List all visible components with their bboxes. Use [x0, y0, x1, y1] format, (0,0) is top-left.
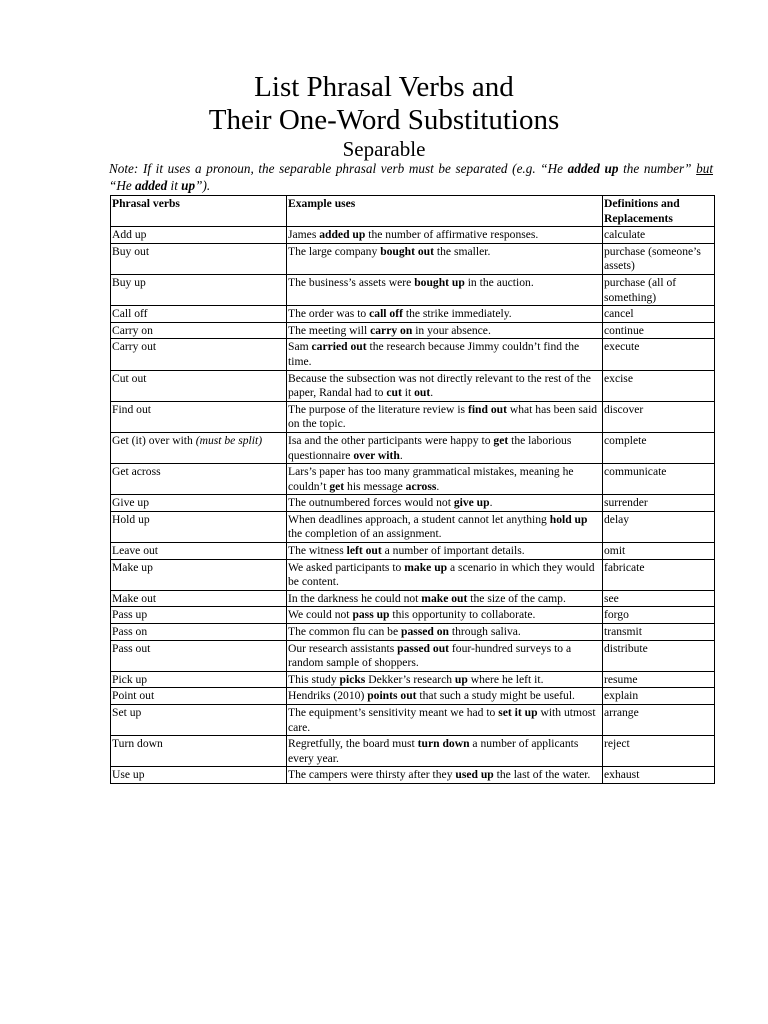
definition-cell: discover: [603, 401, 715, 432]
example-use-cell-segment: find out: [467, 402, 507, 416]
example-use-cell: [287, 559, 603, 590]
phrasal-verb-cell: [111, 339, 287, 370]
table-row: [111, 243, 715, 274]
page-title-line-1: List Phrasal Verbs and: [254, 71, 514, 103]
table-row: [111, 688, 715, 705]
note-underlined-but: but: [696, 161, 714, 176]
example-use-cell-segment: We asked participants to: [288, 560, 405, 574]
table-row: [111, 640, 715, 671]
example-use-cell-segment: the size of the camp.: [467, 591, 566, 605]
example-use-cell-segment: with utmost care.: [288, 706, 596, 734]
phrasal-verb-cell-segment: Buy up: [112, 275, 146, 289]
definition-cell: transmit: [603, 624, 715, 641]
example-use-cell-segment: this opportunity to collaborate.: [389, 608, 536, 622]
definition-cell: execute: [603, 339, 715, 370]
phrasal-verb-cell-segment: Add up: [112, 228, 147, 242]
table-row: [111, 339, 715, 370]
example-use-cell: [287, 322, 603, 339]
example-use-cell-segment: In the darkness he could not: [288, 591, 422, 605]
example-use-cell: [287, 705, 603, 736]
example-use-cell: [287, 624, 603, 641]
phrasal-verb-cell-segment: Give up: [112, 496, 150, 510]
phrasal-verb-cell: [111, 705, 287, 736]
example-use-cell-segment: the completion of an assignment.: [288, 527, 442, 541]
phrasal-verb-cell: [111, 401, 287, 432]
example-use-cell: [287, 274, 603, 305]
example-use-cell: [287, 511, 603, 542]
phrasal-verb-cell-segment: Set up: [112, 706, 142, 719]
phrasal-verb-cell: [111, 511, 287, 542]
phrasal-verb-cell: [111, 274, 287, 305]
example-use-cell-segment: set it up: [498, 706, 538, 719]
example-use-cell-segment: We could not: [288, 608, 353, 622]
example-use-cell-segment: .: [489, 496, 493, 510]
example-use-cell-segment: bought out: [380, 244, 434, 258]
example-use-cell-segment: bought up: [414, 275, 465, 289]
example-use-cell-segment: Lars’s paper has too many grammatical mistakes, meaning he couldn’t: [288, 465, 574, 493]
example-use-cell-segment: what has been said on the topic.: [288, 402, 598, 431]
example-use-cell-segment: Because the subsection was not directly relevant to the rest of the paper, Randal had to: [288, 371, 591, 400]
table-row: [111, 495, 715, 512]
example-use-cell: [287, 607, 603, 624]
phrasal-verb-cell: [111, 640, 287, 671]
example-use-cell: [287, 306, 603, 323]
example-use-cell-segment: Dekker’s research: [365, 672, 455, 686]
note-bold-added: added: [135, 177, 168, 193]
header-example-uses: Example uses: [287, 196, 603, 227]
example-use-cell-segment: four-hundred surveys to a random sample of shoppers.: [288, 641, 572, 670]
phrasal-verb-cell-segment: Use up: [112, 768, 145, 782]
definition-cell: distribute: [603, 640, 715, 671]
phrasal-verb-cell: [111, 464, 287, 495]
table-body: [111, 227, 715, 784]
definition-cell: fabricate: [603, 559, 715, 590]
definition-cell: surrender: [603, 495, 715, 512]
phrasal-verb-cell: [111, 736, 287, 767]
example-use-cell-segment: make out: [421, 591, 468, 605]
phrasal-verb-cell-segment: Hold up: [112, 512, 150, 526]
definition-cell: reject: [603, 736, 715, 767]
example-use-cell-segment: get: [493, 433, 509, 447]
example-use-cell: [287, 767, 603, 784]
example-use-cell: [287, 227, 603, 244]
table-row: [111, 671, 715, 688]
example-use-cell-segment: the research because Jimmy couldn’t find the time.: [288, 340, 580, 368]
note-text-mid-2: “He: [109, 177, 136, 193]
example-use-cell-segment: Our research assistants: [288, 641, 398, 655]
example-use-cell: [287, 432, 603, 463]
example-use-cell: [287, 243, 603, 274]
example-use-cell: [287, 370, 603, 401]
example-use-cell-segment: in the auction.: [464, 275, 534, 289]
phrasal-verb-cell-segment: Pass on: [112, 625, 148, 639]
phrasal-verb-cell-segment: Get (it) over with: [112, 433, 196, 447]
note-text-mid-1: the number”: [618, 161, 697, 176]
table-row: [111, 607, 715, 624]
header-definitions: Definitions and Replacements: [603, 196, 715, 227]
phrasal-verb-cell: [111, 243, 287, 274]
example-use-cell: [287, 590, 603, 607]
example-use-cell-segment: the last of the water.: [493, 768, 591, 782]
phrasal-verb-cell: [111, 607, 287, 624]
example-use-cell-segment: hold up: [549, 512, 588, 526]
definition-cell: communicate: [603, 464, 715, 495]
definition-cell: see: [603, 590, 715, 607]
example-use-cell-segment: The purpose of the literature review is: [288, 402, 468, 416]
example-use-cell-segment: James: [288, 228, 320, 242]
phrasal-verb-cell-segment: Call off: [112, 307, 148, 321]
example-use-cell-segment: a scenario in which they would be content.: [288, 560, 595, 589]
definition-cell: forgo: [603, 607, 715, 624]
table-row: [111, 274, 715, 305]
definition-cell: purchase (all of something): [603, 274, 715, 305]
example-use-cell-segment: Sam: [288, 340, 312, 354]
example-use-cell-segment: a number of applicants every year.: [288, 737, 579, 765]
example-use-cell-segment: that such a study might be useful.: [416, 689, 575, 703]
example-use-cell: [287, 543, 603, 560]
example-use-cell-segment: the number of affirmative responses.: [365, 228, 539, 242]
example-use-cell-segment: This study: [288, 672, 340, 686]
phrasal-verb-cell-segment: Pass up: [112, 608, 148, 622]
header-phrasal-verbs: Phrasal verbs: [111, 196, 287, 227]
definition-cell: continue: [603, 322, 715, 339]
example-use-cell-segment: pass up: [352, 608, 390, 622]
example-use-cell-segment: left out: [346, 544, 382, 558]
table-row: [111, 543, 715, 560]
definition-cell: cancel: [603, 306, 715, 323]
phrasal-verbs-table: [110, 195, 715, 784]
phrasal-verb-cell-segment: Turn down: [112, 737, 163, 751]
definition-cell: complete: [603, 432, 715, 463]
table-row: [111, 401, 715, 432]
example-use-cell-segment: The business’s assets were: [288, 275, 415, 289]
table-row: [111, 736, 715, 767]
definition-cell: delay: [603, 511, 715, 542]
example-use-cell-segment: added up: [319, 228, 366, 242]
example-use-cell-segment: .: [436, 479, 440, 493]
example-use-cell-segment: the laborious questionnaire: [288, 433, 572, 462]
phrasal-verb-cell-segment: Cut out: [112, 371, 147, 385]
phrasal-verb-cell-segment: Pick up: [112, 672, 148, 686]
example-use-cell-segment: over with: [353, 448, 400, 462]
section-heading: Separable: [342, 137, 426, 161]
example-use-cell-segment: turn down: [417, 737, 470, 751]
example-use-cell-segment: the strike immediately.: [402, 307, 512, 321]
table-row: [111, 590, 715, 607]
table-row: [111, 511, 715, 542]
usage-note: [109, 161, 713, 194]
example-use-cell-segment: call off: [369, 307, 403, 321]
example-use-cell-segment: across: [405, 479, 437, 493]
example-use-cell-segment: The witness: [288, 544, 347, 558]
note-bold-added-up: added up: [567, 161, 619, 176]
phrasal-verb-cell-segment: Buy out: [112, 244, 150, 258]
phrasal-verb-cell: [111, 306, 287, 323]
example-use-cell-segment: passed on: [401, 625, 450, 639]
example-use-cell-segment: .: [399, 448, 403, 462]
phrasal-verb-cell: [111, 370, 287, 401]
example-use-cell-segment: a number of important details.: [381, 544, 525, 558]
example-use-cell-segment: picks: [339, 672, 366, 686]
example-use-cell: [287, 671, 603, 688]
phrasal-verb-cell-segment: Carry out: [112, 340, 157, 354]
table-row: [111, 705, 715, 736]
example-use-cell: [287, 736, 603, 767]
definition-cell: arrange: [603, 705, 715, 736]
phrasal-verb-cell-segment: Get across: [112, 465, 161, 479]
phrasal-verb-cell-segment: Find out: [112, 402, 151, 416]
example-use-cell-segment: make up: [404, 560, 448, 574]
phrasal-verb-cell: [111, 495, 287, 512]
example-use-cell-segment: where he left it.: [467, 672, 544, 686]
phrasal-verb-cell: [111, 590, 287, 607]
table-header-row: [111, 196, 715, 227]
phrasal-verb-cell-segment: Make up: [112, 560, 153, 574]
note-text-intro: Note: If it uses a pronoun, the separable phrasal verb must be separated (e.g. “He: [109, 161, 568, 176]
example-use-cell: [287, 464, 603, 495]
example-use-cell-segment: The outnumbered forces would not: [288, 496, 454, 510]
definition-cell: omit: [603, 543, 715, 560]
example-use-cell-segment: the smaller.: [434, 244, 491, 258]
phrasal-verb-cell-segment: Make out: [112, 591, 157, 605]
definition-cell: purchase (someone’s assets): [603, 243, 715, 274]
example-use-cell-segment: his message: [344, 479, 406, 493]
example-use-cell: [287, 495, 603, 512]
note-text-mid-3: it: [167, 177, 182, 193]
page-title-line-2: Their One-Word Substitutions: [208, 104, 560, 136]
phrasal-verb-cell: [111, 767, 287, 784]
table-row: [111, 464, 715, 495]
example-use-cell-segment: used up: [455, 768, 494, 782]
phrasal-verb-cell: [111, 688, 287, 705]
phrasal-verb-cell: [111, 543, 287, 560]
table-row: [111, 432, 715, 463]
example-use-cell: [287, 688, 603, 705]
example-use-cell-segment: get: [329, 479, 345, 493]
example-use-cell-segment: out: [414, 386, 431, 400]
example-use-cell: [287, 640, 603, 671]
example-use-cell-segment: When deadlines approach, a student cannot let anything: [288, 512, 550, 526]
definition-cell: explain: [603, 688, 715, 705]
example-use-cell-segment: The order was to: [288, 307, 370, 321]
example-use-cell-segment: points out: [367, 689, 417, 703]
table-row: [111, 322, 715, 339]
example-use-cell-segment: through saliva.: [449, 625, 521, 639]
definition-cell: calculate: [603, 227, 715, 244]
phrasal-verb-cell-segment: Point out: [112, 689, 155, 703]
example-use-cell-segment: The campers were thirsty after they: [288, 768, 456, 782]
example-use-cell-segment: Isa and the other participants were happy to: [288, 433, 494, 447]
example-use-cell-segment: carry on: [370, 323, 413, 337]
example-use-cell-segment: carried out: [311, 340, 367, 354]
example-use-cell: [287, 401, 603, 432]
example-use-cell-segment: The large company: [288, 244, 381, 258]
example-use-cell-segment: .: [430, 386, 434, 400]
example-use-cell-segment: give up: [453, 496, 490, 510]
example-use-cell-segment: passed out: [397, 641, 450, 655]
example-use-cell-segment: Regretfully, the board must: [288, 737, 418, 751]
phrasal-verb-cell-segment: Carry on: [112, 323, 153, 337]
table-row: [111, 559, 715, 590]
example-use-cell-segment: The equipment’s sensitivity meant we had to: [288, 706, 499, 719]
example-use-cell-segment: up: [454, 672, 468, 686]
phrasal-verb-cell: [111, 671, 287, 688]
note-bold-up: up: [181, 177, 196, 193]
definition-cell: resume: [603, 671, 715, 688]
table-row: [111, 624, 715, 641]
definition-cell: exhaust: [603, 767, 715, 784]
phrasal-verb-cell: [111, 432, 287, 463]
definition-cell: excise: [603, 370, 715, 401]
example-use-cell-segment: cut: [386, 386, 402, 400]
table-row: [111, 370, 715, 401]
example-use-cell: [287, 339, 603, 370]
example-use-cell-segment: in your absence.: [412, 323, 491, 337]
note-text-end: ”).: [195, 177, 211, 193]
phrasal-verb-cell: [111, 322, 287, 339]
table-row: [111, 306, 715, 323]
example-use-cell-segment: The meeting will: [288, 323, 371, 337]
phrasal-verb-cell: [111, 559, 287, 590]
table-row: [111, 767, 715, 784]
phrasal-verb-cell: [111, 624, 287, 641]
example-use-cell-segment: Hendriks (2010): [288, 689, 368, 703]
phrasal-verb-cell-segment: Leave out: [112, 544, 159, 558]
phrasal-verb-cell-segment: (must be split): [195, 433, 263, 447]
phrasal-verb-cell: [111, 227, 287, 244]
example-use-cell-segment: it: [401, 386, 415, 400]
phrasal-verb-cell-segment: Pass out: [112, 641, 151, 655]
table-row: [111, 227, 715, 244]
example-use-cell-segment: The common flu can be: [288, 625, 401, 639]
